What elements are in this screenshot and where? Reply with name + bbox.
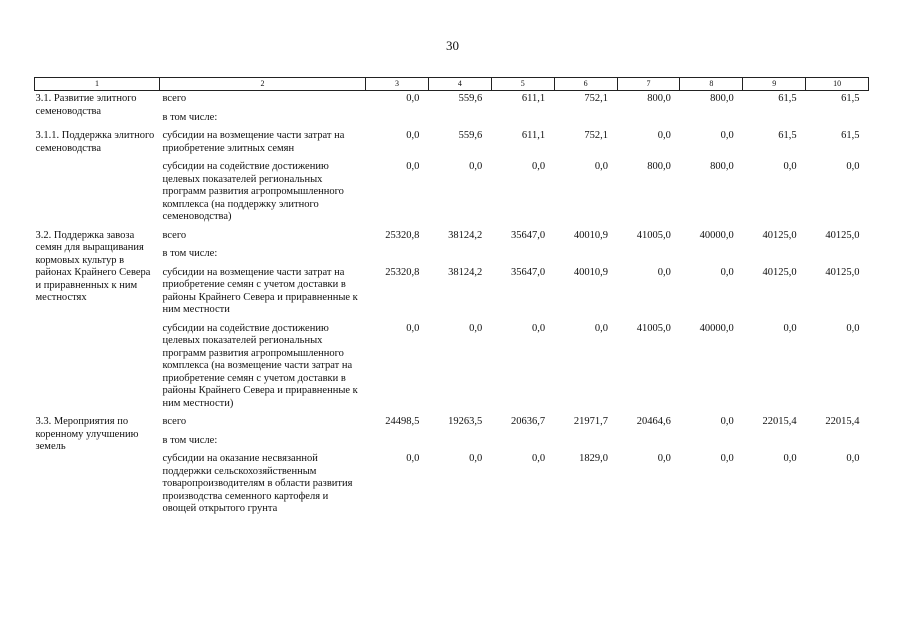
value-cell (428, 433, 491, 452)
value-cell: 61,5 (841, 130, 860, 141)
value-cell (428, 246, 491, 265)
value-cell: 20636,7 (511, 416, 546, 427)
value-cell: 22015,4 (825, 416, 860, 427)
value-cell: 40125,0 (825, 266, 860, 278)
value-cell: 0,0 (406, 322, 420, 334)
value-cell: 0,0 (720, 416, 734, 427)
column-header: 2 (160, 78, 366, 91)
row-description: субсидии на оказание несвязанной поддержки сельскохозяйственным товаропроизводителям в области развития производства семенного картофеля и овощей открытого грунта (162, 453, 353, 514)
column-header-row (35, 78, 869, 91)
value-cell: 41005,0 (636, 322, 671, 334)
value-cell: 40010,9 (573, 266, 608, 278)
value-cell: 19263,5 (448, 416, 483, 427)
value-cell: 40125,0 (762, 266, 797, 278)
value-cell: 20464,6 (636, 416, 671, 427)
value-cell: 0,0 (657, 130, 671, 141)
row-description: субсидии на возмещение части затрат на приобретение семян с учетом доставки в районы Крайнего Севера и приравненные к ним местности (162, 266, 358, 315)
value-cell: 35647,0 (511, 266, 546, 278)
value-cell (491, 246, 554, 265)
value-cell (554, 246, 617, 265)
value-cell: 0,0 (657, 453, 671, 464)
value-cell: 0,0 (594, 161, 608, 172)
section-name: 3.1.1. Поддержка элитного семеноводства (35, 130, 155, 154)
row-description: в том числе: (162, 434, 218, 446)
value-cell: 0,0 (783, 322, 797, 334)
table-row (35, 128, 869, 159)
value-cell (617, 433, 680, 452)
table-row (35, 265, 869, 321)
value-cell: 22015,4 (762, 416, 797, 427)
value-cell: 0,0 (594, 322, 608, 334)
value-cell (554, 433, 617, 452)
value-cell: 0,0 (406, 130, 420, 141)
table-row (35, 159, 869, 228)
value-cell: 25320,8 (385, 266, 420, 278)
value-cell: 61,5 (778, 93, 797, 104)
value-cell: 0,0 (532, 322, 546, 334)
row-description: субсидии на содействие достижению целевых показателей региональных программ развития агропромышленного комплекса (на возмещение части затрат на приобретение семян с учетом доставки в районы Крайнего Севера и приравненные к ним местности) (162, 322, 358, 409)
value-cell (680, 433, 743, 452)
value-cell (617, 110, 680, 129)
value-cell: 800,0 (647, 93, 671, 104)
page-number: 30 (446, 38, 459, 53)
column-header: 8 (680, 78, 743, 91)
value-cell (806, 246, 869, 265)
value-cell: 0,0 (532, 161, 546, 172)
table-row (35, 91, 869, 110)
value-cell (617, 246, 680, 265)
value-cell (366, 246, 429, 265)
value-cell: 0,0 (846, 161, 860, 172)
value-cell (743, 110, 806, 129)
column-header: 4 (428, 78, 491, 91)
value-cell: 0,0 (469, 322, 483, 334)
budget-table-container (34, 77, 868, 520)
column-header: 5 (491, 78, 554, 91)
value-cell: 61,5 (841, 93, 860, 104)
value-cell: 35647,0 (511, 229, 546, 241)
value-cell: 0,0 (720, 266, 734, 278)
value-cell: 752,1 (584, 93, 608, 104)
column-header: 10 (806, 78, 869, 91)
value-cell (554, 110, 617, 129)
column-header: 1 (35, 78, 160, 91)
table-body (35, 91, 869, 520)
value-cell (491, 433, 554, 452)
value-cell: 800,0 (647, 161, 671, 172)
value-cell (743, 433, 806, 452)
value-cell: 0,0 (532, 453, 546, 464)
table-row (35, 451, 869, 520)
value-cell: 0,0 (469, 161, 483, 172)
value-cell: 0,0 (406, 453, 420, 464)
value-cell (428, 110, 491, 129)
value-cell (491, 110, 554, 129)
value-cell: 0,0 (406, 93, 420, 104)
column-header: 6 (554, 78, 617, 91)
value-cell: 61,5 (778, 130, 797, 141)
value-cell: 0,0 (846, 322, 860, 334)
value-cell: 0,0 (783, 453, 797, 464)
section-name: 3.1. Развитие элитного семеноводства (35, 93, 137, 117)
row-description: субсидии на содействие достижению целевых показателей региональных программ развития агропромышленного комплекса (на поддержку элитного семеноводства) (162, 161, 344, 222)
value-cell: 41005,0 (636, 229, 671, 241)
row-description: в том числе: (162, 248, 218, 259)
value-cell: 559,6 (458, 93, 483, 104)
row-description: всего (162, 229, 187, 241)
value-cell: 1829,0 (579, 453, 608, 464)
table-row (35, 414, 869, 433)
value-cell: 0,0 (783, 161, 797, 172)
value-cell: 752,1 (584, 130, 608, 141)
row-description: всего (162, 93, 187, 104)
value-cell: 800,0 (710, 161, 734, 172)
table-row (35, 321, 869, 415)
column-header: 9 (743, 78, 806, 91)
value-cell: 21971,7 (573, 416, 608, 427)
table-row (35, 228, 869, 247)
value-cell: 611,1 (521, 93, 546, 104)
value-cell (743, 246, 806, 265)
table-row (35, 433, 869, 452)
table-row (35, 246, 869, 265)
value-cell (680, 110, 743, 129)
column-header: 7 (617, 78, 680, 91)
value-cell (806, 110, 869, 129)
row-description: субсидии на возмещение части затрат на приобретение элитных семян (162, 130, 345, 154)
value-cell: 559,6 (458, 130, 483, 141)
table-row (35, 110, 869, 129)
value-cell: 0,0 (720, 453, 734, 464)
value-cell: 38124,2 (448, 229, 483, 241)
budget-table (34, 77, 869, 520)
value-cell: 0,0 (406, 161, 420, 172)
value-cell (366, 433, 429, 452)
value-cell: 40010,9 (573, 229, 608, 241)
value-cell: 25320,8 (385, 229, 420, 241)
value-cell: 611,1 (521, 130, 546, 141)
value-cell: 0,0 (657, 266, 671, 278)
value-cell: 800,0 (710, 93, 734, 104)
value-cell: 40000,0 (699, 229, 734, 241)
row-description: всего (162, 416, 187, 427)
value-cell: 0,0 (846, 453, 860, 464)
value-cell: 24498,5 (385, 416, 420, 427)
value-cell: 0,0 (720, 130, 734, 141)
section-name: 3.2. Поддержка завоза семян для выращивания кормовых культур в районах Крайнего Севера и приравненных к ним местностях (35, 229, 151, 303)
value-cell (806, 433, 869, 452)
value-cell: 0,0 (469, 453, 483, 464)
value-cell: 40125,0 (825, 229, 860, 241)
value-cell: 38124,2 (448, 266, 483, 278)
value-cell: 40125,0 (762, 229, 797, 241)
section-name: 3.3. Мероприятия по коренному улучшению земель (35, 416, 139, 452)
value-cell (366, 110, 429, 129)
column-header: 3 (366, 78, 429, 91)
value-cell (680, 246, 743, 265)
value-cell: 40000,0 (699, 322, 734, 334)
row-description: в том числе: (162, 111, 218, 123)
